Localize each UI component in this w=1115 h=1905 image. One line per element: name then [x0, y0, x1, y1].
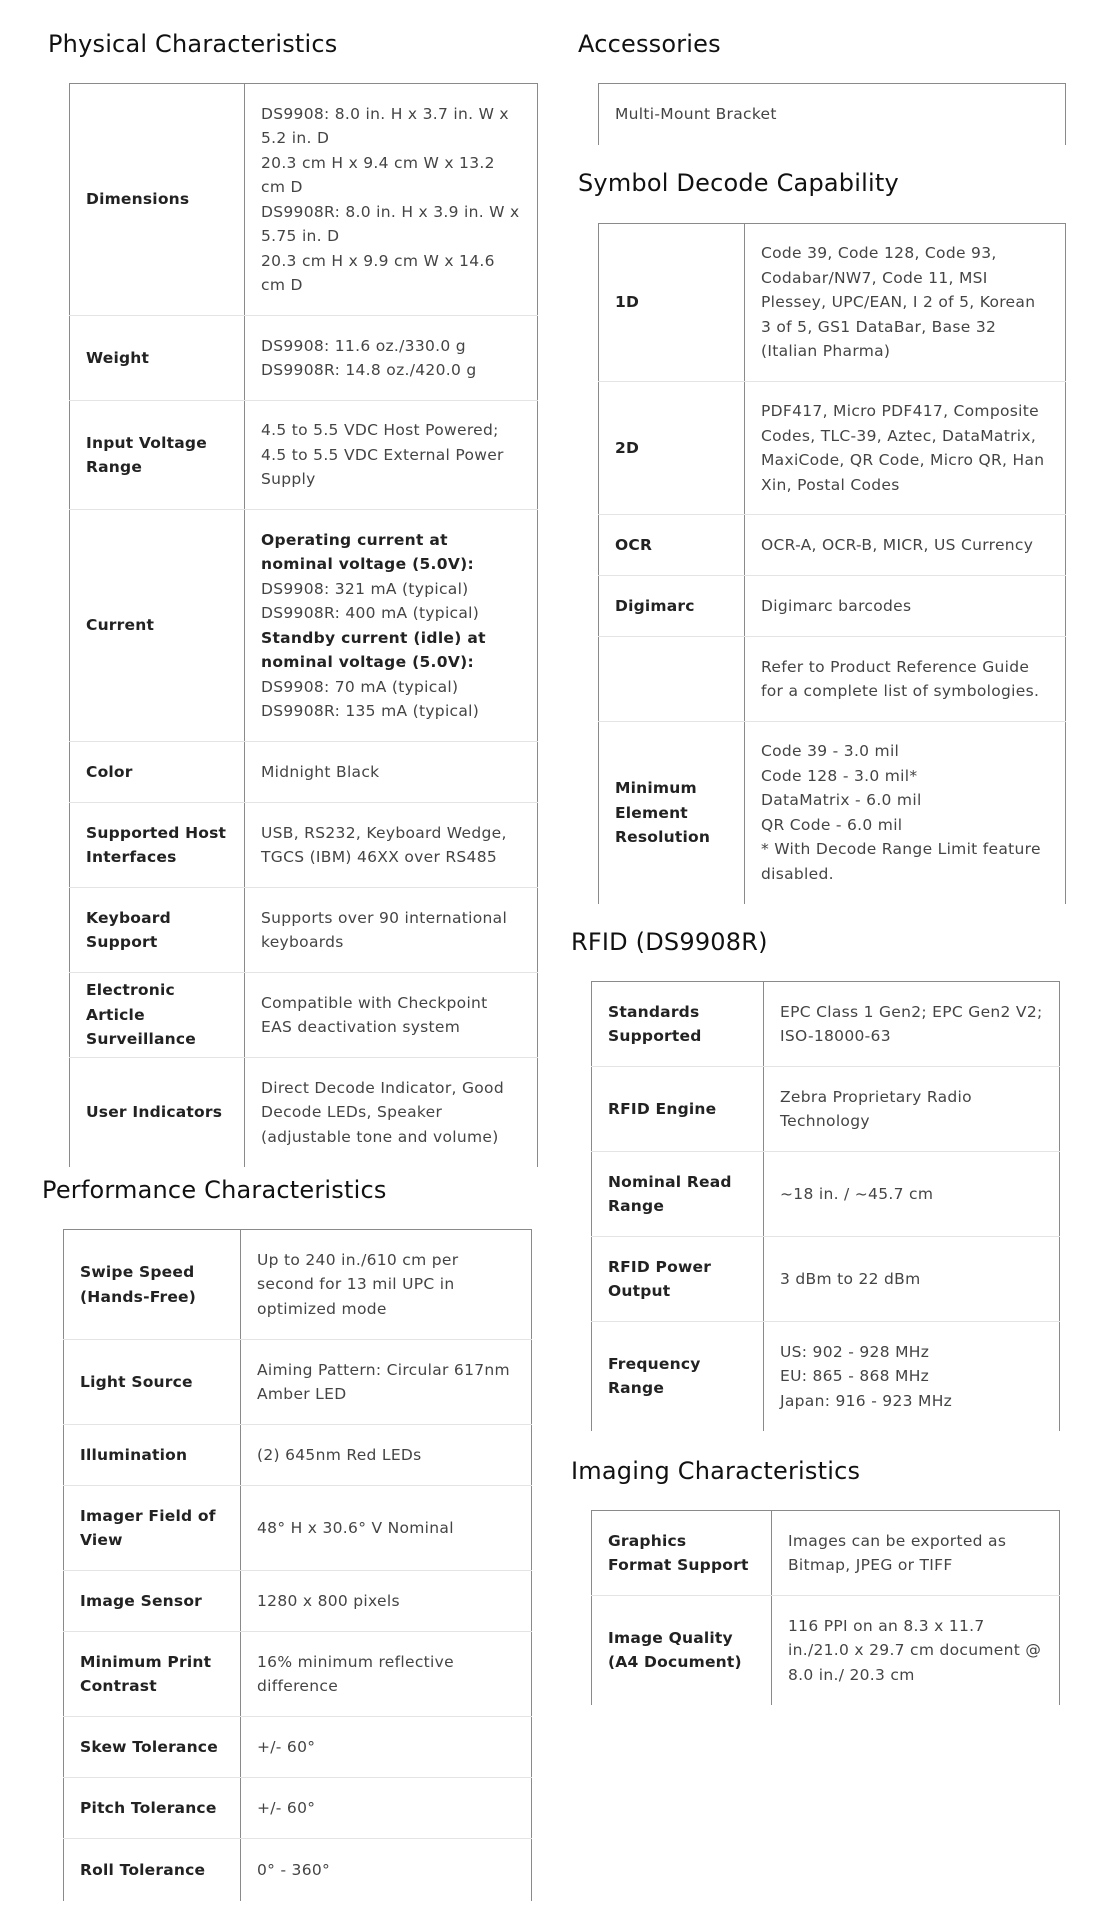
- spec-key: Swipe Speed (Hands-Free): [64, 1230, 241, 1340]
- spec-value-line: 16% minimum reflective difference: [257, 1652, 454, 1695]
- spec-value-line: Compatible with Checkpoint EAS deactivation system: [261, 993, 488, 1036]
- physical-characteristics-table: [69, 83, 538, 1167]
- spec-value-line: Code 39, Code 128, Code 93, Codabar/NW7, Code 11, MSI Plessey, UPC/EAN, I 2 of 5, Korean 3 of 5, GS1 DataBar, Base 32 (Italian Pharma): [761, 244, 1036, 361]
- spec-row-nominal-read-range: [592, 1152, 1060, 1237]
- spec-value-line: EPC Class 1 Gen2; EPC Gen2 V2; ISO-18000-63: [780, 1002, 1043, 1045]
- accessories-section: [578, 30, 721, 58]
- spec-value: [745, 637, 1066, 722]
- spec-value-line: Midnight Black: [261, 762, 380, 781]
- spec-value: [241, 1632, 532, 1717]
- spec-value-line: Japan: 916 - 923 MHz: [780, 1391, 953, 1410]
- spec-value-line: Up to 240 in./610 cm per second for 13 mil UPC in optimized mode: [257, 1250, 459, 1318]
- spec-value: [241, 1571, 532, 1632]
- spec-value-line: 4.5 to 5.5 VDC External Power Supply: [261, 445, 504, 489]
- spec-row-weight: [70, 316, 538, 401]
- spec-value: [745, 515, 1066, 576]
- spec-key: Weight: [70, 316, 245, 401]
- spec-row-standards-supported: [592, 982, 1060, 1067]
- rfid-table: [591, 981, 1060, 1431]
- spec-value: [745, 224, 1066, 382]
- spec-key: [599, 637, 745, 722]
- spec-row-color: [70, 742, 538, 803]
- spec-value-line: DS9908: 8.0 in. H x 3.7 in. W x 5.2 in. D: [261, 104, 509, 147]
- spec-value-line: Digimarc barcodes: [761, 596, 912, 615]
- spec-value-line: Direct Decode Indicator, Good Decode LEDs, Speaker (adjustable tone and volume): [261, 1078, 504, 1146]
- spec-row-minimum-print-contrast: [64, 1632, 532, 1717]
- spec-value: [764, 1152, 1060, 1237]
- spec-value-line: Refer to Product Reference Guide for a complete list of symbologies.: [761, 657, 1040, 700]
- section-title: Imaging Characteristics: [571, 1457, 861, 1485]
- spec-row-illumination: [64, 1425, 532, 1486]
- spec-key: Illumination: [64, 1425, 241, 1486]
- spec-value: [599, 84, 1066, 145]
- spec-value-line: +/- 60°: [257, 1737, 316, 1756]
- physical-characteristics-section: [48, 30, 338, 58]
- spec-value: [241, 1486, 532, 1571]
- spec-value-line: Code 128 - 3.0 mil*: [761, 766, 918, 785]
- spec-value-line: 4.5 to 5.5 VDC Host Powered;: [261, 421, 499, 440]
- spec-row-swipe-speed-hands-free: [64, 1230, 532, 1340]
- spec-key: RFID Engine: [592, 1067, 764, 1152]
- spec-value: [764, 1322, 1060, 1431]
- spec-row-dimensions: [70, 84, 538, 316]
- spec-row-2d: [599, 382, 1066, 515]
- spec-row-keyboard-support: [70, 888, 538, 973]
- spec-value-line: USB, RS232, Keyboard Wedge, TGCS (IBM) 46XX over RS485: [261, 823, 507, 866]
- spec-value-line: 116 PPI on an 8.3 x 11.7 in./21.0 x 29.7 cm document @ 8.0 in./ 20.3 cm: [788, 1616, 1042, 1684]
- spec-value-line: 1280 x 800 pixels: [257, 1591, 400, 1610]
- spec-value-line: Zebra Proprietary Radio Technology: [780, 1087, 972, 1130]
- spec-value-line: (2) 645nm Red LEDs: [257, 1445, 422, 1464]
- spec-key: Pitch Tolerance: [64, 1778, 241, 1839]
- spec-key: Dimensions: [70, 84, 245, 316]
- spec-row-1d: [599, 224, 1066, 382]
- spec-value: [241, 1425, 532, 1486]
- spec-value-line: Aiming Pattern: Circular 617nm Amber LED: [257, 1360, 510, 1403]
- spec-value: [245, 510, 538, 742]
- spec-row-minimum-element-resolution: [599, 722, 1066, 904]
- spec-key: Keyboard Support: [70, 888, 245, 973]
- spec-key: Minimum Element Resolution: [599, 722, 745, 904]
- spec-value-line: DS9908R: 400 mA (typical): [261, 604, 480, 622]
- spec-row-supported-host-interfaces: [70, 803, 538, 888]
- spec-key: Input Voltage Range: [70, 401, 245, 510]
- spec-row-electronic-article-surveillance: [70, 973, 538, 1058]
- spec-key: Roll Tolerance: [64, 1839, 241, 1901]
- spec-key: Frequency Range: [592, 1322, 764, 1431]
- spec-key: Minimum Print Contrast: [64, 1632, 241, 1717]
- spec-key: RFID Power Output: [592, 1237, 764, 1322]
- spec-value: [241, 1839, 532, 1901]
- spec-key: Current: [70, 510, 245, 742]
- spec-key: Graphics Format Support: [592, 1511, 772, 1596]
- spec-row-roll-tolerance: [64, 1839, 532, 1901]
- section-title: Performance Characteristics: [42, 1176, 387, 1204]
- spec-value: [245, 316, 538, 401]
- spec-row-pitch-tolerance: [64, 1778, 532, 1839]
- spec-value: [245, 1058, 538, 1167]
- rfid-section: [571, 928, 768, 956]
- spec-row-user-indicators: [70, 1058, 538, 1167]
- spec-key: Digimarc: [599, 576, 745, 637]
- spec-value-line: +/- 60°: [257, 1798, 316, 1817]
- section-title: Symbol Decode Capability: [578, 169, 899, 197]
- spec-row-imager-field-of-view: [64, 1486, 532, 1571]
- spec-value-line: 20.3 cm H x 9.4 cm W x 13.2 cm D: [261, 153, 495, 196]
- spec-value-line: ~18 in. / ~45.7 cm: [780, 1184, 934, 1203]
- spec-key: 1D: [599, 224, 745, 382]
- spec-key: Image Sensor: [64, 1571, 241, 1632]
- symbol-decode-section: [578, 169, 899, 197]
- spec-value-line: DataMatrix - 6.0 mil: [761, 791, 922, 810]
- spec-key: Supported Host Interfaces: [70, 803, 245, 888]
- spec-row: [599, 84, 1066, 145]
- spec-value-line: Images can be exported as Bitmap, JPEG or TIFF: [788, 1531, 1007, 1574]
- spec-value: [745, 382, 1066, 515]
- spec-row-input-voltage-range: [70, 401, 538, 510]
- spec-key: Imager Field of View: [64, 1486, 241, 1571]
- spec-value-line: Operating current at nominal voltage (5.0V):: [261, 530, 475, 573]
- spec-value-line: QR Code - 6.0 mil: [761, 815, 903, 834]
- spec-value: [241, 1717, 532, 1778]
- spec-row-skew-tolerance: [64, 1717, 532, 1778]
- spec-value: [245, 803, 538, 888]
- spec-value-line: 3 dBm to 22 dBm: [780, 1269, 921, 1288]
- spec-value: [245, 973, 538, 1058]
- spec-value-line: DS9908R: 14.8 oz./420.0 g: [261, 361, 477, 379]
- spec-value: [745, 722, 1066, 904]
- spec-value-line: 0° - 360°: [257, 1860, 331, 1879]
- spec-value: [241, 1778, 532, 1839]
- spec-value-line: DS9908: 11.6 oz./330.0 g: [261, 336, 466, 355]
- spec-value-line: US: 902 - 928 MHz: [780, 1342, 930, 1361]
- spec-row-image-sensor: [64, 1571, 532, 1632]
- section-title: Physical Characteristics: [48, 30, 338, 58]
- spec-row-current: [70, 510, 538, 742]
- spec-value: [745, 576, 1066, 637]
- section-title: Accessories: [578, 30, 721, 58]
- spec-value: [241, 1340, 532, 1425]
- symbol-decode-table: [598, 223, 1066, 904]
- spec-value-line: DS9908: 70 mA (typical): [261, 677, 459, 696]
- spec-row-digimarc: [599, 576, 1066, 637]
- spec-key: Color: [70, 742, 245, 803]
- spec-value: [772, 1511, 1060, 1596]
- spec-key: Standards Supported: [592, 982, 764, 1067]
- spec-value: [241, 1230, 532, 1340]
- spec-value: [772, 1596, 1060, 1705]
- spec-value-line: Standby current (idle) at nominal voltage (5.0V):: [261, 628, 486, 671]
- spec-key: Light Source: [64, 1340, 241, 1425]
- spec-value-line: 20.3 cm H x 9.9 cm W x 14.6 cm D: [261, 251, 495, 294]
- spec-row-ocr: [599, 515, 1066, 576]
- spec-value: [764, 982, 1060, 1067]
- spec-row: [599, 637, 1066, 722]
- spec-key: Nominal Read Range: [592, 1152, 764, 1237]
- spec-key: User Indicators: [70, 1058, 245, 1167]
- spec-value-line: Supports over 90 international keyboards: [261, 908, 508, 951]
- spec-value-line: DS9908R: 8.0 in. H x 3.9 in. W x 5.75 in. D: [261, 202, 520, 245]
- spec-row-graphics-format-support: [592, 1511, 1060, 1596]
- spec-row-light-source: [64, 1340, 532, 1425]
- spec-value-line: DS9908: 321 mA (typical): [261, 579, 469, 598]
- performance-characteristics-table: [63, 1229, 532, 1901]
- imaging-characteristics-table: [591, 1510, 1060, 1705]
- performance-characteristics-section: [42, 1176, 387, 1204]
- spec-key: 2D: [599, 382, 745, 515]
- spec-value-line: EU: 865 - 868 MHz: [780, 1367, 930, 1385]
- imaging-characteristics-section: [571, 1457, 860, 1485]
- spec-row-frequency-range: [592, 1322, 1060, 1431]
- spec-value: [764, 1237, 1060, 1322]
- accessories-table: [598, 83, 1066, 145]
- spec-value-line: DS9908R: 135 mA (typical): [261, 702, 480, 720]
- spec-value-line: OCR-A, OCR-B, MICR, US Currency: [761, 535, 1034, 554]
- spec-key: Electronic Article Surveillance: [70, 973, 245, 1058]
- spec-value: [245, 888, 538, 973]
- spec-value-line: * With Decode Range Limit feature disabled.: [761, 840, 1041, 883]
- spec-value-line: Code 39 - 3.0 mil: [761, 742, 900, 761]
- spec-row-image-quality-a4-document: [592, 1596, 1060, 1705]
- spec-value-line: PDF417, Micro PDF417, Composite Codes, TLC-39, Aztec, DataMatrix, MaxiCode, QR Code, Micro QR, Han Xin, Postal Codes: [761, 402, 1045, 494]
- section-title: RFID (DS9908R): [571, 928, 768, 956]
- spec-key: OCR: [599, 515, 745, 576]
- spec-key: Skew Tolerance: [64, 1717, 241, 1778]
- spec-value: [245, 401, 538, 510]
- spec-key: Image Quality (A4 Document): [592, 1596, 772, 1705]
- spec-value: [245, 84, 538, 316]
- spec-row-rfid-power-output: [592, 1237, 1060, 1322]
- spec-value-line: Multi-Mount Bracket: [615, 105, 777, 123]
- spec-value: [245, 742, 538, 803]
- spec-value-line: 48° H x 30.6° V Nominal: [257, 1518, 454, 1537]
- spec-row-rfid-engine: [592, 1067, 1060, 1152]
- spec-value: [764, 1067, 1060, 1152]
